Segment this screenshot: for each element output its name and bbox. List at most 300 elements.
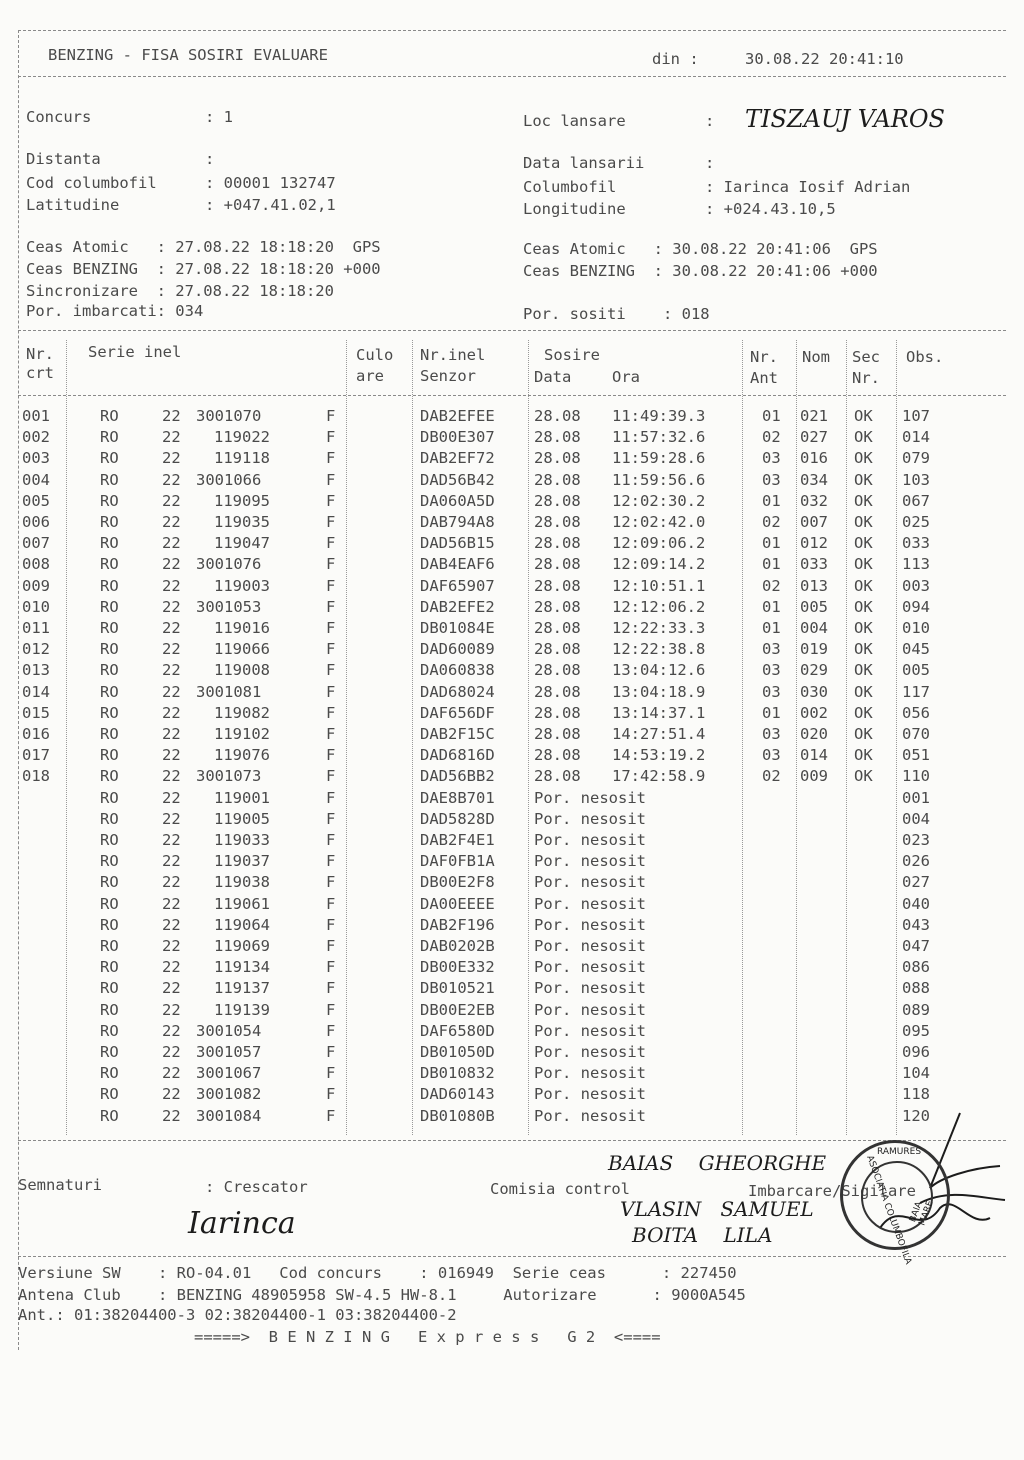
row-data: 28.08: [534, 491, 581, 510]
row-inel: 119047: [214, 534, 270, 553]
row-obs: 051: [902, 746, 930, 765]
footer-line-2: Antena Club : BENZING 48905958 SW-4.5 HW-8.1 Autorizare : 9000A545: [18, 1286, 746, 1304]
row-nom: 007: [800, 513, 828, 531]
row-tara: RO: [100, 407, 119, 425]
concurs-value: : 1: [205, 108, 233, 126]
row-an: 22: [162, 915, 181, 934]
row-ora: 13:04:12.6: [612, 661, 706, 680]
document-title: BENZING - FISA SOSIRI EVALUARE: [48, 46, 328, 64]
row-an: 22: [162, 1106, 181, 1125]
row-tara: RO: [100, 1106, 119, 1125]
row-tara: RO: [100, 491, 119, 510]
row-sex: F: [326, 1085, 336, 1104]
row-ora: 12:10:51.1: [612, 576, 706, 595]
row-tara: RO: [100, 1000, 119, 1019]
row-tara: RO: [100, 788, 119, 807]
row-sec: OK: [854, 703, 873, 722]
row-senzor: DAD56BB2: [420, 767, 495, 786]
row-obs: 095: [902, 1021, 930, 1040]
row-an: 22: [162, 449, 181, 468]
row-senzor: DB00E332: [420, 958, 495, 977]
row-tara: RO: [100, 428, 119, 447]
row-obs: 096: [902, 1043, 930, 1061]
row-data: Por. nesosit: [534, 1043, 646, 1061]
row-ora: 12:09:14.2: [612, 555, 706, 574]
row-senzor: DB01084E: [420, 619, 495, 637]
row-obs: 094: [902, 597, 930, 616]
row-an: 22: [162, 1043, 181, 1061]
row-ant: 03: [762, 661, 781, 680]
row-data: Por. nesosit: [534, 1106, 646, 1125]
row-ant: 03: [762, 449, 781, 468]
columbofil-value: : Iarinca Iosif Adrian: [705, 178, 911, 196]
row-sex: F: [326, 873, 336, 892]
th-nr-inel-1: Nr.inel: [420, 346, 486, 364]
row-data: 28.08: [534, 449, 581, 468]
row-sec: OK: [854, 491, 873, 510]
row-an: 22: [162, 831, 181, 849]
row-data: Por. nesosit: [534, 958, 646, 977]
row-an: 22: [162, 746, 181, 765]
row-nom: 016: [800, 449, 828, 468]
row-sex: F: [326, 449, 336, 468]
row-senzor: DB01050D: [420, 1043, 495, 1061]
row-senzor: DAF656DF: [420, 703, 495, 722]
row-tara: RO: [100, 915, 119, 934]
row-inel: 119003: [214, 576, 270, 595]
th-ora: Ora: [612, 368, 640, 386]
row-an: 22: [162, 873, 181, 892]
row-an: 22: [162, 979, 181, 998]
row-data: Por. nesosit: [534, 852, 646, 871]
imbarcare-label: Imbarcare/Sigilare: [748, 1182, 916, 1200]
row-tara: RO: [100, 873, 119, 892]
row-sec: OK: [854, 661, 873, 680]
row-data: 28.08: [534, 407, 581, 425]
row-ora: 11:57:32.6: [612, 428, 706, 447]
table-row: [0, 660, 1024, 681]
row-senzor: DB00E2EB: [420, 1000, 495, 1019]
row-sex: F: [326, 979, 336, 998]
row-senzor: DAB794A8: [420, 513, 495, 531]
row-tara: RO: [100, 979, 119, 998]
table-row: [0, 1021, 1024, 1042]
th-nr-crt-2: crt: [26, 364, 54, 382]
clock-right-2: Ceas BENZING : 30.08.22 20:41:06 +000: [523, 262, 878, 280]
row-ant: 01: [762, 619, 781, 637]
row-senzor: DAD68024: [420, 682, 495, 701]
row-data: Por. nesosit: [534, 1000, 646, 1019]
row-inel: 119035: [214, 513, 270, 531]
row-senzor: DA00EEEE: [420, 894, 495, 913]
row-data: 28.08: [534, 640, 581, 659]
row-data: 28.08: [534, 746, 581, 765]
row-obs: 107: [902, 407, 930, 425]
row-ant: 01: [762, 555, 781, 574]
row-inel: 3001067: [196, 1064, 262, 1083]
row-tara: RO: [100, 1043, 119, 1061]
row-tara: RO: [100, 1021, 119, 1040]
row-obs: 056: [902, 703, 930, 722]
row-sec: OK: [854, 746, 873, 765]
table-row: [0, 682, 1024, 703]
row-senzor: DAB2EFEE: [420, 407, 495, 425]
row-inel: 3001057: [196, 1043, 262, 1061]
row-sec: OK: [854, 640, 873, 659]
row-obs: 027: [902, 873, 930, 892]
row-ora: 12:09:06.2: [612, 534, 706, 553]
row-obs: 067: [902, 491, 930, 510]
row-nom: 027: [800, 428, 828, 447]
row-inel: 3001070: [196, 407, 262, 425]
row-inel: 119066: [214, 640, 270, 659]
row-sex: F: [326, 894, 336, 913]
row-tara: RO: [100, 894, 119, 913]
clock-right-1: Ceas Atomic : 30.08.22 20:41:06 GPS: [523, 240, 878, 258]
row-an: 22: [162, 1000, 181, 1019]
row-sex: F: [326, 1021, 336, 1040]
table-row: [0, 1042, 1024, 1063]
row-sex: F: [326, 809, 336, 828]
row-senzor: DB01080B: [420, 1106, 495, 1125]
row-nr: 003: [22, 449, 50, 468]
row-ora: 14:27:51.4: [612, 725, 706, 743]
th-culoare-1: Culo: [356, 346, 394, 364]
table-header-line: [18, 395, 1006, 396]
row-senzor: DAB2F15C: [420, 725, 495, 743]
row-nom: 002: [800, 703, 828, 722]
row-an: 22: [162, 513, 181, 531]
row-nom: 032: [800, 491, 828, 510]
table-row: [0, 639, 1024, 660]
cod-columbofil-label: Cod columbofil: [26, 174, 157, 192]
table-row: [0, 809, 1024, 830]
row-inel: 119137: [214, 979, 270, 998]
row-senzor: DAB0202B: [420, 937, 495, 955]
row-sec: OK: [854, 513, 873, 531]
row-data: 28.08: [534, 534, 581, 553]
table-row: [0, 766, 1024, 787]
loc-lansare-handwritten: TISZAUJ VAROS: [745, 105, 945, 133]
row-tara: RO: [100, 576, 119, 595]
row-tara: RO: [100, 1064, 119, 1083]
row-data: 28.08: [534, 703, 581, 722]
row-obs: 025: [902, 513, 930, 531]
row-data: Por. nesosit: [534, 788, 646, 807]
row-an: 22: [162, 640, 181, 659]
row-obs: 005: [902, 661, 930, 680]
row-nr: 007: [22, 534, 50, 553]
row-senzor: DAE8B701: [420, 788, 495, 807]
table-bottom-line: [18, 1140, 1006, 1141]
row-nr: 013: [22, 661, 50, 680]
row-obs: 014: [902, 428, 930, 447]
row-ora: 12:02:42.0: [612, 513, 706, 531]
row-nr: 011: [22, 619, 50, 637]
row-ant: 03: [762, 725, 781, 743]
row-obs: 088: [902, 979, 930, 998]
row-an: 22: [162, 703, 181, 722]
row-data: 28.08: [534, 513, 581, 531]
row-data: 28.08: [534, 555, 581, 574]
th-nr-ant-1: Nr.: [750, 348, 778, 366]
row-sec: OK: [854, 597, 873, 616]
th-nom: Nom: [802, 348, 830, 366]
row-sex: F: [326, 852, 336, 871]
row-tara: RO: [100, 958, 119, 977]
row-nr: 005: [22, 491, 50, 510]
row-inel: 3001081: [196, 682, 262, 701]
row-data: 28.08: [534, 661, 581, 680]
row-obs: 117: [902, 682, 930, 701]
row-data: Por. nesosit: [534, 809, 646, 828]
row-an: 22: [162, 619, 181, 637]
row-ora: 14:53:19.2: [612, 746, 706, 765]
row-ant: 01: [762, 703, 781, 722]
row-tara: RO: [100, 619, 119, 637]
row-tara: RO: [100, 449, 119, 468]
row-sec: OK: [854, 725, 873, 743]
row-nr: 018: [22, 767, 50, 786]
row-nr: 009: [22, 576, 50, 595]
row-sex: F: [326, 767, 336, 786]
longitudine-value: : +024.43.10,5: [705, 200, 836, 218]
table-row: [0, 597, 1024, 618]
row-nr: 014: [22, 682, 50, 701]
row-an: 22: [162, 894, 181, 913]
table-row: [0, 427, 1024, 448]
row-inel: 3001084: [196, 1106, 262, 1125]
frame-top-line: [18, 30, 1006, 31]
table-row: [0, 703, 1024, 724]
footer-line-3: Ant.: 01:38204400-3 02:38204400-1 03:38204400-2: [18, 1306, 457, 1324]
stamp-top-text: RAMURES: [877, 1147, 922, 1157]
row-obs: 070: [902, 725, 930, 743]
footer-line-1: Versiune SW : RO-04.01 Cod concurs : 016949 Serie ceas : 227450: [18, 1264, 737, 1282]
association-stamp: [840, 1140, 950, 1266]
table-row: [0, 554, 1024, 575]
latitudine-value: : +047.41.02,1: [205, 196, 336, 214]
row-senzor: DAB2EFE2: [420, 597, 495, 616]
clock-left-2: Ceas BENZING : 27.08.22 18:18:20 +000: [26, 260, 381, 278]
row-ora: 17:42:58.9: [612, 767, 706, 786]
row-sex: F: [326, 725, 336, 743]
row-an: 22: [162, 958, 181, 977]
row-senzor: DAD6816D: [420, 746, 495, 765]
row-sex: F: [326, 428, 336, 447]
frame-header-line: [18, 76, 1006, 77]
data-lansarii-value: :: [705, 154, 715, 172]
row-nr: 002: [22, 428, 50, 447]
table-row: [0, 470, 1024, 491]
table-row: [0, 830, 1024, 851]
clock-left-1: Ceas Atomic : 27.08.22 18:18:20 GPS: [26, 238, 381, 256]
row-an: 22: [162, 555, 181, 574]
table-row: [0, 1084, 1024, 1105]
row-tara: RO: [100, 703, 119, 722]
row-senzor: DB010521: [420, 979, 495, 998]
row-ant: 01: [762, 597, 781, 616]
row-senzor: DAF6580D: [420, 1021, 495, 1040]
row-inel: 119082: [214, 703, 270, 722]
loc-lansare-value: :: [705, 112, 715, 130]
row-an: 22: [162, 470, 181, 489]
row-nom: 034: [800, 470, 828, 489]
row-inel: 119038: [214, 873, 270, 892]
row-inel: 119069: [214, 937, 270, 955]
latitudine-label: Latitudine: [26, 196, 120, 214]
row-senzor: DAD60143: [420, 1085, 495, 1104]
row-obs: 120: [902, 1106, 930, 1125]
row-senzor: DB00E307: [420, 428, 495, 447]
row-obs: 079: [902, 449, 930, 468]
row-tara: RO: [100, 682, 119, 701]
row-sex: F: [326, 1043, 336, 1061]
row-nom: 019: [800, 640, 828, 659]
table-row: [0, 448, 1024, 469]
row-data: Por. nesosit: [534, 831, 646, 849]
row-an: 22: [162, 852, 181, 871]
distanta-value: :: [205, 150, 215, 168]
table-row: [0, 406, 1024, 427]
th-nr-inel-2: Senzor: [420, 367, 476, 385]
comisia-label: Comisia control: [490, 1180, 630, 1198]
row-sex: F: [326, 703, 336, 722]
row-senzor: DAB2EF72: [420, 449, 495, 468]
row-sex: F: [326, 640, 336, 659]
row-nr: 008: [22, 555, 50, 574]
row-ora: 11:59:56.6: [612, 470, 706, 489]
row-sex: F: [326, 1064, 336, 1083]
row-nom: 014: [800, 746, 828, 765]
row-ant: 03: [762, 470, 781, 489]
row-an: 22: [162, 1085, 181, 1104]
distanta-label: Distanta: [26, 150, 101, 168]
row-inel: 119064: [214, 915, 270, 934]
row-sex: F: [326, 746, 336, 765]
row-an: 22: [162, 1064, 181, 1083]
row-data: 28.08: [534, 597, 581, 616]
row-obs: 043: [902, 915, 930, 934]
row-nom: 009: [800, 767, 828, 786]
row-tara: RO: [100, 1085, 119, 1104]
row-nom: 020: [800, 725, 828, 743]
row-inel: 119102: [214, 725, 270, 743]
row-data: Por. nesosit: [534, 1085, 646, 1104]
table-top-line: [18, 330, 1006, 331]
row-inel: 119016: [214, 619, 270, 637]
stamp-right-text: BAIA MARE: [908, 1199, 936, 1228]
table-row: [0, 745, 1024, 766]
row-ant: 01: [762, 534, 781, 553]
row-data: Por. nesosit: [534, 1021, 646, 1040]
row-data: Por. nesosit: [534, 937, 646, 955]
row-obs: 003: [902, 576, 930, 595]
table-row: [0, 618, 1024, 639]
row-sex: F: [326, 958, 336, 977]
row-inel: 119008: [214, 661, 270, 680]
th-obs: Obs.: [906, 348, 944, 366]
row-sec: OK: [854, 428, 873, 447]
row-tara: RO: [100, 809, 119, 828]
row-tara: RO: [100, 597, 119, 616]
row-ora: 12:22:38.8: [612, 640, 706, 659]
row-obs: 104: [902, 1064, 930, 1083]
row-inel: 119005: [214, 809, 270, 828]
row-nom: 030: [800, 682, 828, 701]
table-row: [0, 1063, 1024, 1084]
row-tara: RO: [100, 513, 119, 531]
table-row: [0, 957, 1024, 978]
row-nom: 021: [800, 407, 828, 425]
row-an: 22: [162, 767, 181, 786]
row-an: 22: [162, 809, 181, 828]
table-row: [0, 491, 1024, 512]
row-sex: F: [326, 619, 336, 637]
row-sex: F: [326, 915, 336, 934]
row-nom: 033: [800, 555, 828, 574]
row-nr: 001: [22, 407, 50, 425]
row-inel: 119076: [214, 746, 270, 765]
columbofil-label: Columbofil: [523, 178, 617, 196]
table-row: [0, 724, 1024, 745]
row-tara: RO: [100, 725, 119, 743]
loc-lansare-label: Loc lansare: [523, 112, 626, 130]
handwritten-name-1: BAIAS GHEORGHE: [608, 1151, 827, 1175]
row-data: 28.08: [534, 428, 581, 447]
row-obs: 103: [902, 470, 930, 489]
row-data: Por. nesosit: [534, 915, 646, 934]
row-inel: 119095: [214, 491, 270, 510]
th-serie-inel: Serie inel: [88, 343, 182, 361]
row-nom: 013: [800, 576, 828, 595]
row-an: 22: [162, 937, 181, 955]
row-tara: RO: [100, 746, 119, 765]
row-ant: 03: [762, 640, 781, 659]
date-label: din :: [652, 50, 699, 68]
row-tara: RO: [100, 831, 119, 849]
th-nr-crt-1: Nr.: [26, 345, 54, 363]
handwritten-name-2: VLASIN SAMUEL: [620, 1197, 814, 1221]
footer-top-line: [18, 1256, 1006, 1257]
row-ora: 11:59:28.6: [612, 449, 706, 468]
row-senzor: DAD56B15: [420, 534, 495, 553]
th-sec-2: Nr.: [852, 369, 880, 387]
row-ora: 12:12:06.2: [612, 597, 706, 616]
row-ora: 13:14:37.1: [612, 703, 706, 722]
row-data: 28.08: [534, 682, 581, 701]
row-data: 28.08: [534, 576, 581, 595]
row-nom: 029: [800, 661, 828, 680]
row-sex: F: [326, 1106, 336, 1125]
row-data: Por. nesosit: [534, 1064, 646, 1083]
longitudine-label: Longitudine: [523, 200, 626, 218]
row-inel: 119022: [214, 428, 270, 447]
semnaturi-label: Semnaturi: [18, 1176, 102, 1194]
th-sosire: Sosire: [544, 346, 600, 364]
row-ant: 02: [762, 513, 781, 531]
row-data: 28.08: [534, 725, 581, 743]
row-ora: 13:04:18.9: [612, 682, 706, 701]
row-sex: F: [326, 470, 336, 489]
data-lansarii-label: Data lansarii: [523, 154, 645, 172]
th-data: Data: [534, 368, 572, 386]
row-senzor: DB010832: [420, 1064, 495, 1083]
row-senzor: DAB4EAF6: [420, 555, 495, 574]
row-tara: RO: [100, 767, 119, 786]
row-senzor: DAD5828D: [420, 809, 495, 828]
row-ora: 11:49:39.3: [612, 407, 706, 425]
